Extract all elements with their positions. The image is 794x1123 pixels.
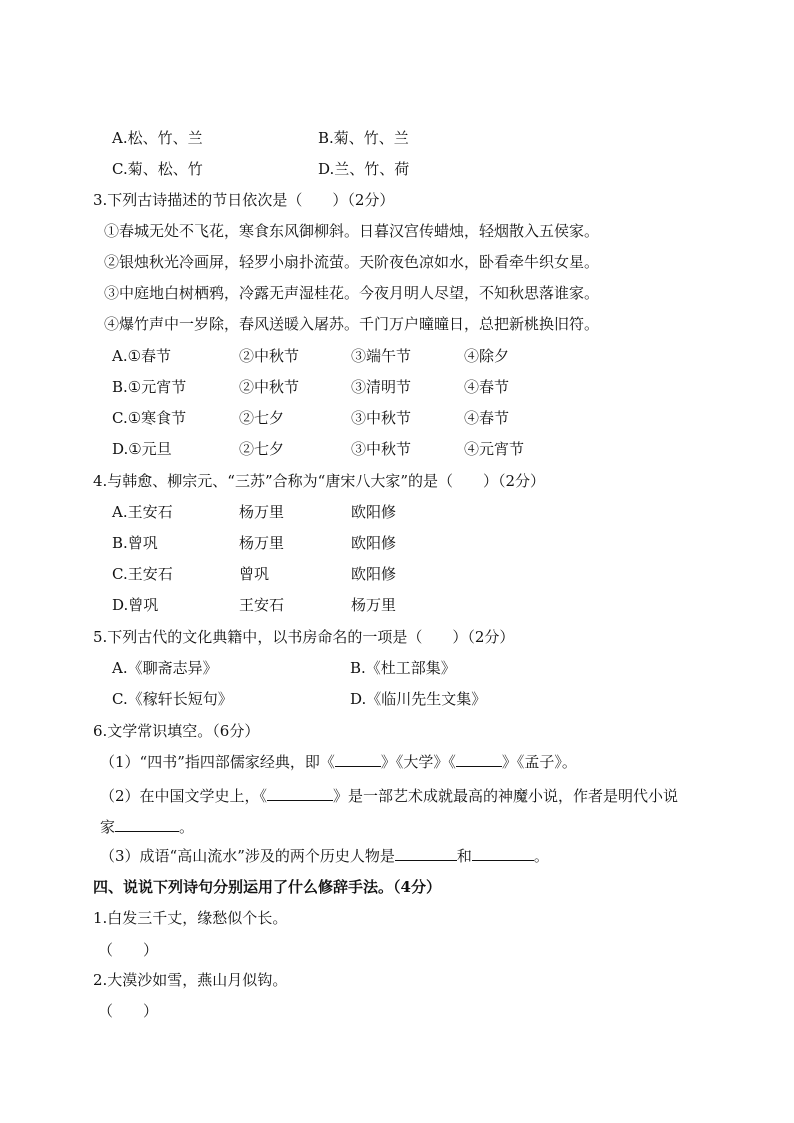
q2-option-b: B.菊、竹、兰 (318, 129, 409, 147)
q2-option-c: C.菊、松、竹 (112, 160, 203, 178)
q4-b-1: B.曾巩 (112, 534, 158, 552)
q6-1-blank-2[interactable] (456, 752, 502, 767)
q6-2-blank-2[interactable] (115, 817, 179, 832)
q3-d-1: D.①元旦 (112, 440, 172, 458)
q2-option-a: A.松、竹、兰 (112, 129, 203, 147)
q6-2-text-c: 家 (100, 818, 116, 836)
q3-poem-1: ①春城无处不飞花，寒食东风御柳斜。日暮汉宫传蜡烛，轻烟散入五侯家。 (104, 222, 600, 240)
q3-d-4: ④元宵节 (464, 440, 525, 458)
q4-d-2: 王安石 (239, 596, 285, 614)
q2-option-d: D.兰、竹、荷 (318, 160, 410, 178)
q6-sub-2 (100, 786, 678, 806)
q4-d-1: D.曾巩 (112, 596, 159, 614)
q6-2-text-a: （2）在中国文学史上，《 (100, 787, 268, 805)
q4-b-3: 欧阳修 (351, 534, 397, 552)
q3-poem-3: ③中庭地白树栖鸦，冷露无声湿桂花。今夜月明人尽望，不知秋思落谁家。 (104, 284, 600, 302)
q5-option-a: A.《聊斋志异》 (112, 659, 218, 677)
q3-d-3: ③中秋节 (351, 440, 412, 458)
q6-2-text-d: 。 (179, 818, 195, 836)
q5-option-b: B.《杜工部集》 (350, 659, 456, 677)
q3-question: 3.下列古诗描述的节日依次是（ ）（2分） (93, 191, 395, 209)
q4-a-2: 杨万里 (239, 503, 285, 521)
q3-c-2: ②七夕 (239, 409, 285, 427)
q6-sub-1 (100, 752, 577, 772)
q5-option-c: C.《稼轩长短句》 (112, 690, 233, 708)
q3-b-4: ④春节 (464, 378, 510, 396)
q6-2-blank-1[interactable] (267, 786, 333, 801)
q4-b-2: 杨万里 (239, 534, 285, 552)
s4-q2: 2.大漠沙如雪，燕山月似钩。 (93, 971, 288, 989)
q6-3-text-a: （3）成语“高山流水”涉及的两个历史人物是 (100, 847, 395, 865)
q4-c-2: 曾巩 (239, 565, 270, 583)
q3-a-4: ④除夕 (464, 347, 510, 365)
q4-a-1: A.王安石 (112, 503, 173, 521)
q3-a-3: ③端午节 (351, 347, 412, 365)
q6-1-text-b: 》《大学》《 (380, 753, 456, 771)
q6-3-blank-2[interactable] (472, 846, 534, 861)
q6-3-text-b: 和 (456, 847, 472, 865)
q4-c-3: 欧阳修 (351, 565, 397, 583)
q4-a-3: 欧阳修 (351, 503, 397, 521)
q5-question: 5.下列古代的文化典籍中，以书房命名的一项是（ ）（2分） (93, 628, 515, 646)
s4-q2-answer[interactable]: （ ） (98, 1002, 159, 1020)
q3-c-3: ③中秋节 (351, 409, 412, 427)
s4-q1-answer[interactable]: （ ） (98, 941, 159, 959)
q3-d-2: ②七夕 (239, 440, 285, 458)
q6-sub-2-cont (100, 817, 194, 837)
s4-q1: 1.白发三千丈，缘愁似个长。 (93, 909, 288, 927)
section-4-title: 四、说说下列诗句分别运用了什么修辞手法。（4分） (93, 878, 441, 896)
q3-a-1: A.①春节 (112, 347, 172, 365)
q3-poem-2: ②银烛秋光冷画屏，轻罗小扇扑流萤。天阶夜色凉如水，卧看牵牛织女星。 (104, 253, 600, 271)
q6-1-text-a: （1）“四书”指四部儒家经典，即《 (100, 753, 335, 771)
q3-b-3: ③清明节 (351, 378, 412, 396)
q6-2-text-b: 》是一部艺术成就最高的神魔小说，作者是明代小说 (333, 787, 679, 805)
q3-b-2: ②中秋节 (239, 378, 300, 396)
q4-d-3: 杨万里 (351, 596, 397, 614)
q3-a-2: ②中秋节 (239, 347, 300, 365)
q6-1-blank-1[interactable] (335, 752, 381, 767)
q6-question: 6.文学常识填空。（6分） (93, 722, 260, 740)
q6-3-blank-1[interactable] (395, 846, 457, 861)
q3-poem-4: ④爆竹声中一岁除，春风送暖入屠苏。千门万户曈曈日，总把新桃换旧符。 (104, 315, 600, 333)
q4-question: 4.与韩愈、柳宗元、“三苏”合称为“唐宋八大家”的是（ ）（2分） (93, 472, 546, 490)
q3-c-4: ④春节 (464, 409, 510, 427)
q3-b-1: B.①元宵节 (112, 378, 187, 396)
q3-c-1: C.①寒食节 (112, 409, 187, 427)
q6-1-text-c: 》《孟子》。 (501, 753, 577, 771)
q5-option-d: D.《临川先生文集》 (350, 690, 487, 708)
q6-3-text-c: 。 (533, 847, 549, 865)
q6-sub-3 (100, 846, 549, 866)
q4-c-1: C.王安石 (112, 565, 173, 583)
